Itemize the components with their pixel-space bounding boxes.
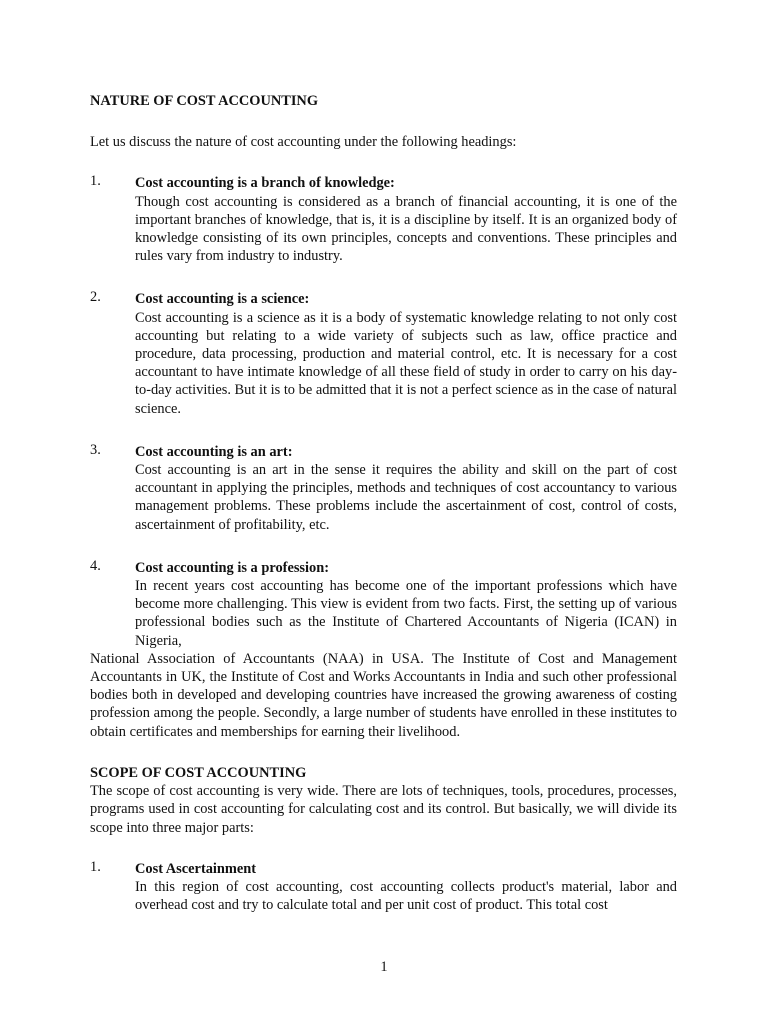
- scope-item-1: [90, 858, 677, 915]
- nature-item-3: [90, 441, 677, 534]
- item-title: Cost accounting is an art:: [135, 443, 293, 460]
- item-body: In this region of cost accounting, cost accounting collects product's material, labor and overhead cost and try to calculate total and per unit cost of product. This total cost: [135, 878, 677, 914]
- item-body: Cost accounting is a science as it is a body of systematic knowledge relating to not only cost accounting but relating to a wide variety of subjects such as law, office practice and procedure, data processing, production and material control, etc. It is necessary for a cost accountant to have intimate knowledge of all these field of study in order to carry on his day-to-day activities. But it is to be admitted that it is not a perfect science as in the case of natural science.: [135, 309, 677, 417]
- item-number: 4.: [90, 557, 101, 574]
- intro-paragraph: Let us discuss the nature of cost accounting under the following headings:: [90, 134, 517, 151]
- page-number: 1: [380, 959, 388, 975]
- item-title: Cost Ascertainment: [135, 860, 257, 877]
- nature-item-1: [90, 172, 677, 265]
- item-number: 1.: [90, 173, 101, 190]
- item-body: Though cost accounting is considered as a branch of financial accounting, it is one of the important branches of knowledge, that is, it is a discipline by itself. It is an organized body of knowledge consisting of its own principles, concepts and conventions. These principles and rules vary from industry to industry.: [135, 193, 677, 265]
- item-number: 2.: [90, 289, 101, 306]
- profession-continuation-paragraph: National Association of Accountants (NAA) in USA. The Institute of Cost and Management Accountants in UK, the Institute of Cost and Works Accountants in India and such other professional bodies both in developed and developing countries have increased the growing awareness of costing profession among the people. Secondly, a large number of students have enrolled in these institutes to obtain certificates and memberships for earning their livelihood.: [90, 650, 677, 740]
- item-body: Cost accounting is an art in the sense it requires the ability and skill on the part of cost accountant in applying the principles, methods and techniques of cost accountancy to various management problems. These problems include the ascertainment of cost, control of costs, ascertainment of profitability, etc.: [135, 462, 677, 533]
- item-number: 3.: [90, 441, 101, 458]
- section-title-nature: NATURE OF COST ACCOUNTING: [90, 93, 319, 109]
- document-page: [90, 92, 677, 914]
- item-title: Cost accounting is a science:: [135, 291, 310, 308]
- nature-item-4: [90, 557, 677, 650]
- scope-intro-paragraph: The scope of cost accounting is very wide. There are lots of techniques, tools, procedures, processes, programs used in cost accounting for calculating cost and its control. But basically, we will divide its scope into three major parts:: [90, 783, 677, 836]
- nature-item-2: [90, 288, 677, 417]
- item-body: In recent years cost accounting has become one of the important professions which have become more challenging. This view is evident from two facts. First, the setting up of various professional bodies such as the Institute of Chartered Accountants of Nigeria (ICAN) in Nigeria,: [135, 578, 677, 649]
- item-title: Cost accounting is a profession:: [135, 559, 330, 576]
- item-title: Cost accounting is a branch of knowledge:: [135, 175, 395, 192]
- section-title-scope: SCOPE OF COST ACCOUNTING: [90, 764, 307, 781]
- item-number: 1.: [90, 858, 101, 875]
